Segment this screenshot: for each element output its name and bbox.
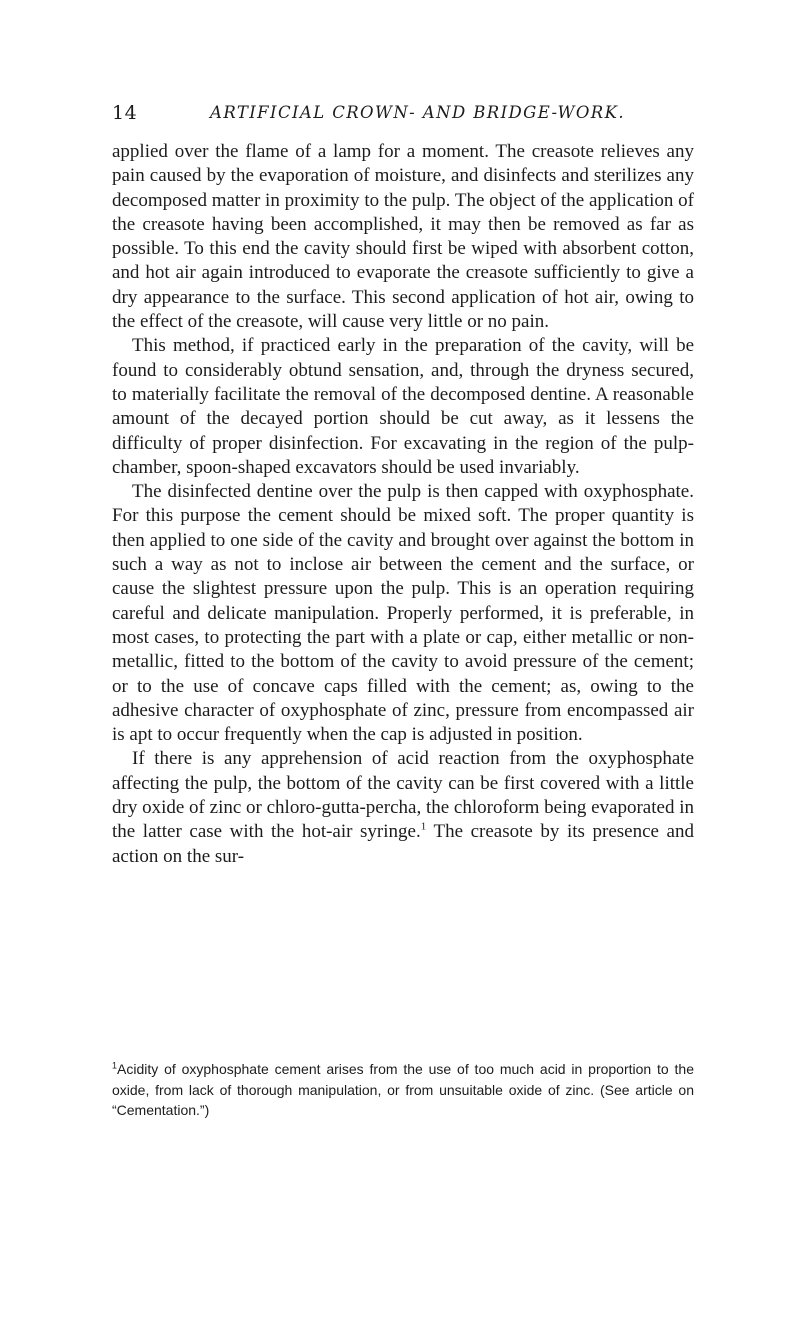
paragraph-1: applied over the flame of a lamp for a moment. The creasote relieves any pain caused by the evaporation of moisture, and disinfects and sterilizes any decomposed matter in proximity to the pulp. The object of the application of the creasote having been accomplished, it may then be removed as far as possible. To this end the cavity should first be wiped with absorbent cotton, and hot air again introduced to evaporate the creasote sufficiently to give a dry appearance to the surface. This second application of hot air, owing to the effect of the creasote, will cause very little or no pain. xyxy=(112,141,694,333)
footnote-reference: 1 xyxy=(420,820,427,833)
page-number: 14 xyxy=(112,102,138,124)
page-header xyxy=(112,102,732,132)
paragraph-3: The disinfected dentine over the pulp is then capped with oxyphosphate. For this purpose the cement should be mixed soft. The proper quantity is then applied to one side of the cavity and brought over against the bottom in such a way as not to inclose air between the cement and the surface, or cause the slightest pressure upon the pulp. This is an operation requiring careful and delicate manipulation. Properly performed, it is preferable, in most cases, to protecting the part with a plate or cap, either metallic or non-metallic, fitted to the bottom of the cavity to avoid pressure of the cement; or to the use of concave caps filled with the cement; as, owing to the adhesive character of oxyphosphate of zinc, pressure from encompassed air is apt to occur frequently when the cap is adjusted in position. xyxy=(112,481,694,746)
footnote-text: Acidity of oxyphosphate cement arises from the use of too much acid in proportion to the oxide, from lack of thorough manipulation, or from unsuitable oxide of zinc. (See article on “Cementation.”) xyxy=(112,1061,694,1118)
paragraph-2: This method, if practiced early in the preparation of the cavity, will be found to considerably obtund sensation, and, through the dryness secured, to materially facilitate the removal of the decomposed dentine. A reasonable amount of the decayed portion should be cut away, as it lessens the difficulty of proper disinfection. For excavating in the region of the pulp-chamber, spoon-shaped excavators should be used invariably. xyxy=(112,335,694,478)
footnote xyxy=(112,1059,694,1121)
paragraph-4-continuation: The creasote by its presence and action on the sur- xyxy=(112,821,694,867)
body-text xyxy=(112,140,694,869)
footnote-marker: 1 xyxy=(112,1060,118,1071)
running-head: ARTIFICIAL CROWN- AND BRIDGE-WORK. xyxy=(210,103,625,122)
paragraph-4-text: If there is any apprehension of acid reaction from the oxyphosphate affecting the pulp, the bottom of the cavity can be first covered with a little dry oxide of zinc or chloro-gutta-percha, the chloroform being evaporated in the latter case with the hot-air syringe. xyxy=(112,748,694,843)
paragraph-4 xyxy=(112,747,694,868)
